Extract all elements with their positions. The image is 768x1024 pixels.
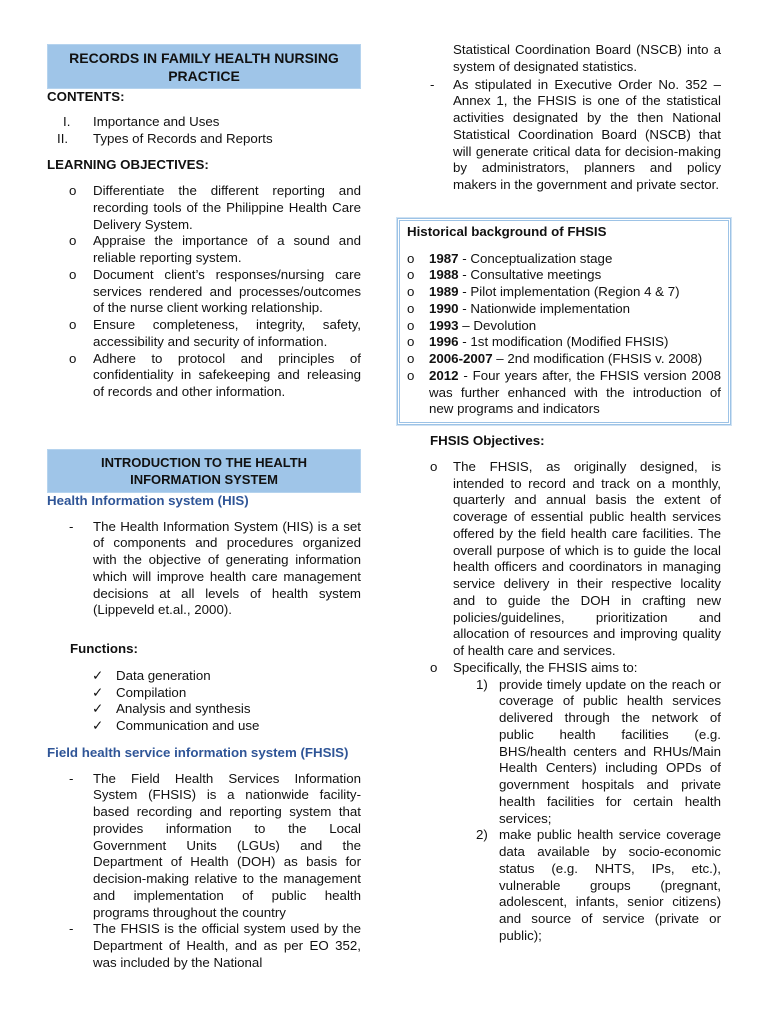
history-item [407, 351, 721, 368]
fhsis-official-paragraph [47, 921, 361, 971]
bullet-icon: o [69, 317, 77, 332]
history-box [397, 218, 731, 425]
aim-item [476, 827, 721, 944]
item-number: 1) [476, 676, 488, 692]
right-column [407, 42, 721, 945]
history-list [407, 251, 721, 419]
list-item [47, 701, 361, 718]
his-heading: Health Information system (HIS) [47, 492, 249, 508]
check-icon: ✓ [92, 701, 104, 717]
item-label: Types of Records and Reports [93, 130, 273, 146]
check-icon: ✓ [92, 667, 104, 683]
bullet-icon: o [407, 267, 415, 283]
item-number: 2) [476, 827, 488, 843]
bullet-icon: o [407, 351, 415, 366]
dash-icon: - [430, 76, 435, 92]
history-item [407, 267, 721, 284]
event: – 2nd modification (FHSIS v. 2008) [492, 351, 703, 366]
event: - Four years after, the FHSIS version 2008 was further enhanced with the introduction of new programs and indicators [429, 367, 721, 417]
left-column [47, 44, 361, 972]
bullet-icon: o [407, 250, 415, 266]
objectives-heading: LEARNING OBJECTIVES: [47, 157, 209, 173]
year: 1996 [429, 334, 459, 350]
bullet-icon: o [407, 317, 415, 333]
item-text: Ensure completeness, integrity, safety, accessibility and security of information. [93, 317, 361, 349]
item-text: Compilation [116, 684, 187, 700]
intro-title [47, 449, 361, 493]
history-item [407, 318, 721, 335]
dash-icon: - [69, 921, 74, 937]
list-item [47, 267, 361, 317]
bullet-icon: o [69, 183, 77, 198]
document-title [47, 44, 361, 89]
history-item [407, 284, 721, 301]
fhsis-paragraph [47, 771, 361, 922]
fhsis-objectives-heading: FHSIS Objectives: [430, 433, 545, 448]
list-item [47, 233, 361, 267]
contents-heading: CONTENTS: [47, 89, 125, 104]
year: 1987 [429, 250, 459, 266]
paragraph-text: As stipulated in Executive Order No. 352 – Annex 1, the FHSIS is one of the statistical activities designated by the then National Statistical Coordination Board (NSCB) that will generate critical data for decision-making by administrators, planners and policy makers in the government and private sector. [453, 76, 721, 192]
continued-paragraph: Statistical Coordination Board (NSCB) into a system of designated statistics. [453, 42, 721, 74]
paragraph-text: The Health Information System (HIS) is a set of components and procedures organized with the objective of generating information which will improve health care management decisions at all levels of health system (Lippeveld et.al., 2000). [93, 518, 361, 618]
history-heading: Historical background of FHSIS [407, 223, 607, 239]
title-text: RECORDS IN FAMILY HEALTH NURSING PRACTICE [69, 49, 339, 84]
his-paragraph [47, 519, 361, 620]
item-text: Adhere to protocol and principles of confidentiality in safekeeping and releasing of records and other information. [93, 350, 361, 399]
bullet-icon: o [430, 458, 438, 474]
bullet-icon: o [407, 300, 415, 316]
year: 1990 [429, 300, 459, 316]
paragraph-text: The FHSIS is the official system used by the Department of Health, and as per EO 352, was included by the National [93, 921, 361, 970]
item-text: provide timely update on the reach or coverage of public health services delivered through the network of public health facilities (e.g. BHS/health centers and RHUs/Main Health Centers) including OPDs of government hospitals and private health facilities for certain health services; [499, 676, 721, 826]
bullet-icon: o [69, 233, 77, 249]
list-item [47, 183, 361, 233]
year: 2006-2007 [429, 351, 493, 366]
objective-item [430, 459, 721, 660]
list-item [47, 685, 361, 702]
functions-heading: Functions: [70, 641, 138, 656]
bullet-icon: o [407, 284, 415, 299]
item-text: Differentiate the different reporting and recording tools of the Philippine Health Care Delivery System. [93, 183, 361, 232]
functions-list [47, 668, 361, 735]
list-item [47, 351, 361, 401]
item-text: Document client’s responses/nursing care services rendered and processes/outcomes of the nurse client working relationship. [93, 266, 361, 316]
bullet-icon: o [430, 659, 438, 675]
objective-item [430, 660, 721, 677]
event: - Pilot implementation (Region 4 & 7) [458, 284, 680, 299]
history-item [407, 334, 721, 351]
list-item [47, 668, 361, 685]
check-icon: ✓ [92, 718, 104, 733]
event: - Consultative meetings [458, 267, 602, 283]
bullet-icon: o [69, 266, 77, 282]
contents-list [47, 114, 361, 148]
history-item [407, 301, 721, 318]
list-item [47, 317, 361, 351]
item-text: Appraise the importance of a sound and reliable reporting system. [93, 233, 361, 265]
list-item [47, 718, 361, 735]
fhsis-heading: Field health service information system (FHSIS) [47, 744, 349, 760]
item-text: Data generation [116, 667, 211, 683]
item-label: Importance and Uses [93, 113, 220, 129]
event: - 1st modification (Modified FHSIS) [458, 334, 669, 350]
bullet-icon: o [407, 367, 415, 383]
event: - Nationwide implementation [458, 300, 631, 316]
item-text: make public health service coverage data available by socio-economic status (e.g. NHTS, IPs, etc.), vulnerable groups (pregnant, adolescent, infants, senior citizens) and source of service (private or public); [499, 827, 721, 943]
paragraph-text: The FHSIS, as originally designed, is intended to record and track on a monthly, quarterly and annual basis the extent of coverage of essential public health services offered by the field health care facilities. The overall purpose of which is to guide the local health officers and coordinators in managing service delivery in their respective locality and to guide the DOH in crafting new policies/guidelines, prioritization and allocation of resources and improving quality of health care and services. [453, 458, 721, 658]
year: 1989 [429, 284, 459, 299]
intro-title-text: INTRODUCTION TO THE HEALTH INFORMATION SYSTEM [100, 454, 308, 487]
contents-item [47, 114, 361, 131]
item-text: Analysis and synthesis [116, 701, 251, 717]
year: 2012 [429, 367, 459, 383]
history-item [407, 251, 721, 268]
objectives-list [47, 183, 361, 401]
item-number: I. [63, 113, 71, 129]
year: 1988 [429, 267, 459, 283]
paragraph-text: Specifically, the FHSIS aims to: [453, 659, 638, 675]
item-number: II. [57, 130, 69, 146]
check-icon: ✓ [92, 684, 104, 700]
dash-icon: - [69, 518, 74, 534]
aim-item [476, 677, 721, 828]
dash-icon: - [69, 770, 74, 786]
paragraph-text: The Field Health Services Information System (FHSIS) is a nationwide facility-based recording and reporting system that provides information to the Local Government Units (LGUs) and the Department of Health (DOH) as basis for decision-making relative to the management and implementation of public health programs throughout the country [93, 770, 361, 920]
item-text: Communication and use [116, 718, 260, 733]
contents-item [47, 131, 361, 148]
year: 1993 [429, 317, 459, 333]
event: - Conceptualization stage [458, 250, 613, 266]
history-item [407, 368, 721, 418]
eo-paragraph [430, 77, 721, 194]
bullet-icon: o [407, 334, 415, 350]
event: – Devolution [458, 317, 537, 333]
bullet-icon: o [69, 350, 77, 366]
